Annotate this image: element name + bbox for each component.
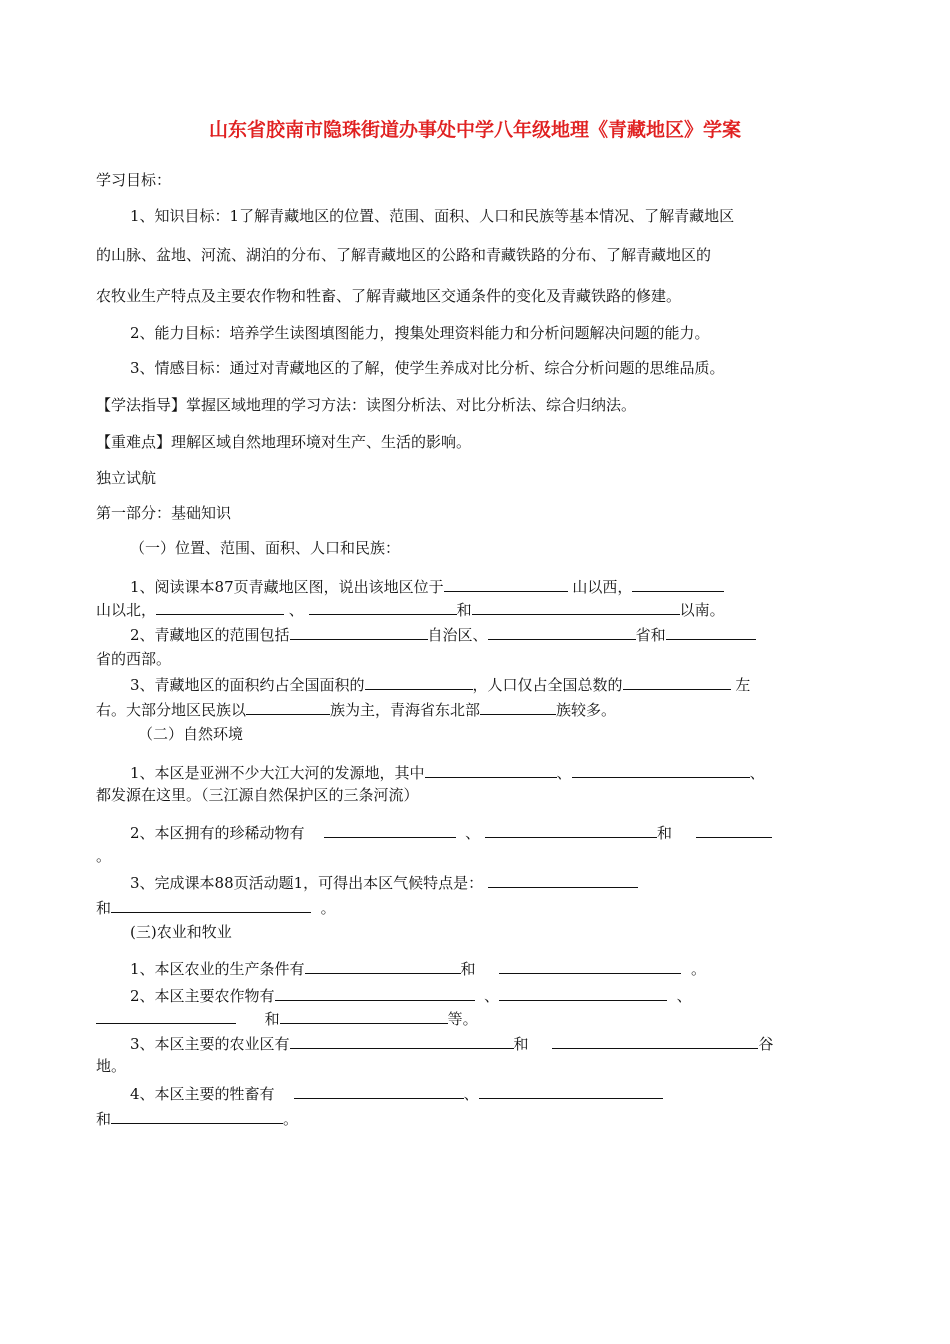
- answer-blank[interactable]: [96, 1008, 236, 1024]
- question-2-1: 1、本区是亚洲不少大江大河的发源地，其中 、 、: [130, 764, 765, 782]
- question-3-4: 4、本区主要的牲畜有 、: [130, 1083, 663, 1104]
- question-1-2: 2、青藏地区的范围包括 自治区、 省和: [130, 624, 756, 645]
- answer-blank[interactable]: [480, 699, 556, 715]
- section-3-heading: (三)农业和牧业: [130, 923, 232, 941]
- answer-blank[interactable]: [666, 624, 756, 640]
- question-3-4-cont: 和 。: [96, 1110, 299, 1128]
- answer-blank[interactable]: [156, 599, 284, 615]
- question-1-3: 3、青藏地区的面积约占全国面积的 ，人口仅占全国总数的 左: [130, 676, 751, 694]
- answer-blank[interactable]: [290, 624, 428, 640]
- answer-blank[interactable]: [488, 624, 636, 640]
- answer-blank[interactable]: [294, 1083, 464, 1099]
- answer-blank[interactable]: [479, 1083, 663, 1099]
- answer-blank[interactable]: [246, 699, 330, 715]
- question-3-3-cont: 地。: [96, 1057, 127, 1075]
- answer-blank[interactable]: [111, 1108, 283, 1124]
- question-1-1: 1、阅读课本87页青藏地区图，说出该地区位于 山以西，: [130, 576, 724, 597]
- answer-blank[interactable]: [696, 822, 772, 838]
- answer-blank[interactable]: [572, 762, 750, 778]
- goal-2: 2、能力目标：培养学生读图填图能力，搜集处理资料能力和分析问题解决问题的能力。: [130, 324, 710, 342]
- section-1-heading: （一）位置、范围、面积、人口和民族：: [130, 539, 401, 557]
- question-3-2-cont: 和 等。: [96, 1008, 478, 1029]
- answer-blank[interactable]: [485, 822, 657, 838]
- answer-blank[interactable]: [499, 985, 667, 1001]
- question-2-2: 2、本区拥有的珍稀动物有 、 和: [130, 822, 772, 843]
- goal-1-line-3: 农牧业生产特点及主要农作物和牲畜、了解青藏地区交通条件的变化及青藏铁路的修建。: [96, 287, 682, 305]
- answer-blank[interactable]: [305, 958, 461, 974]
- question-2-1-cont: 都发源在这里。（三江源自然保护区的三条河流）: [96, 786, 419, 804]
- question-2-3: 3、完成课本88页活动题1，可得出本区气候特点是：: [130, 872, 638, 893]
- answer-blank[interactable]: [309, 599, 457, 615]
- section-explore: 独立试航: [96, 469, 157, 487]
- goal-1-line-1: 1、知识目标：1了解青藏地区的位置、范围、面积、人口和民族等基本情况、了解青藏地区: [130, 207, 735, 225]
- answer-blank[interactable]: [623, 674, 731, 690]
- answer-blank[interactable]: [499, 958, 681, 974]
- key-points: 【重难点】理解区域自然地理环境对生产、生活的影响。: [96, 433, 472, 451]
- part-1-heading: 第一部分：基础知识: [96, 504, 232, 522]
- answer-blank[interactable]: [111, 897, 311, 913]
- question-1-2-cont: 省的西部。: [96, 650, 172, 668]
- answer-blank[interactable]: [425, 762, 557, 778]
- study-method: 【学法指导】掌握区域地理的学习方法：读图分析法、对比分析法、综合归纳法。: [96, 396, 637, 414]
- question-1-1-cont: 山以北， 、 和 以南。: [96, 601, 725, 619]
- answer-blank[interactable]: [280, 1008, 448, 1024]
- answer-blank[interactable]: [552, 1033, 758, 1049]
- question-1-3-cont: 右。大部分地区民族以 族为主，青海省东北部 族较多。: [96, 701, 617, 719]
- answer-blank[interactable]: [472, 599, 680, 615]
- answer-blank[interactable]: [365, 674, 473, 690]
- answer-blank[interactable]: [275, 985, 475, 1001]
- goals-heading: 学习目标：: [96, 171, 172, 189]
- answer-blank[interactable]: [632, 576, 724, 592]
- question-3-2: 2、本区主要农作物有 、 、: [130, 987, 692, 1005]
- question-3-3: 3、本区主要的农业区有 和 谷: [130, 1035, 774, 1053]
- question-2-3-cont: 和 。: [96, 899, 336, 917]
- answer-blank[interactable]: [488, 872, 638, 888]
- answer-blank[interactable]: [324, 822, 456, 838]
- answer-blank[interactable]: [290, 1033, 514, 1049]
- answer-blank[interactable]: [444, 576, 568, 592]
- question-3-1: 1、本区农业的生产条件有 和 。: [130, 960, 706, 978]
- question-2-2-cont: 。: [96, 847, 112, 865]
- goal-1-line-2: 的山脉、盆地、河流、湖泊的分布、了解青藏地区的公路和青藏铁路的分布、了解青藏地区的: [96, 246, 712, 264]
- section-2-heading: （二）自然环境: [138, 725, 244, 743]
- goal-3: 3、情感目标：通过对青藏地区的了解，使学生养成对比分析、综合分析问题的思维品质。: [130, 359, 725, 377]
- page-title: 山东省胶南市隐珠街道办事处中学八年级地理《青藏地区》学案: [208, 119, 741, 141]
